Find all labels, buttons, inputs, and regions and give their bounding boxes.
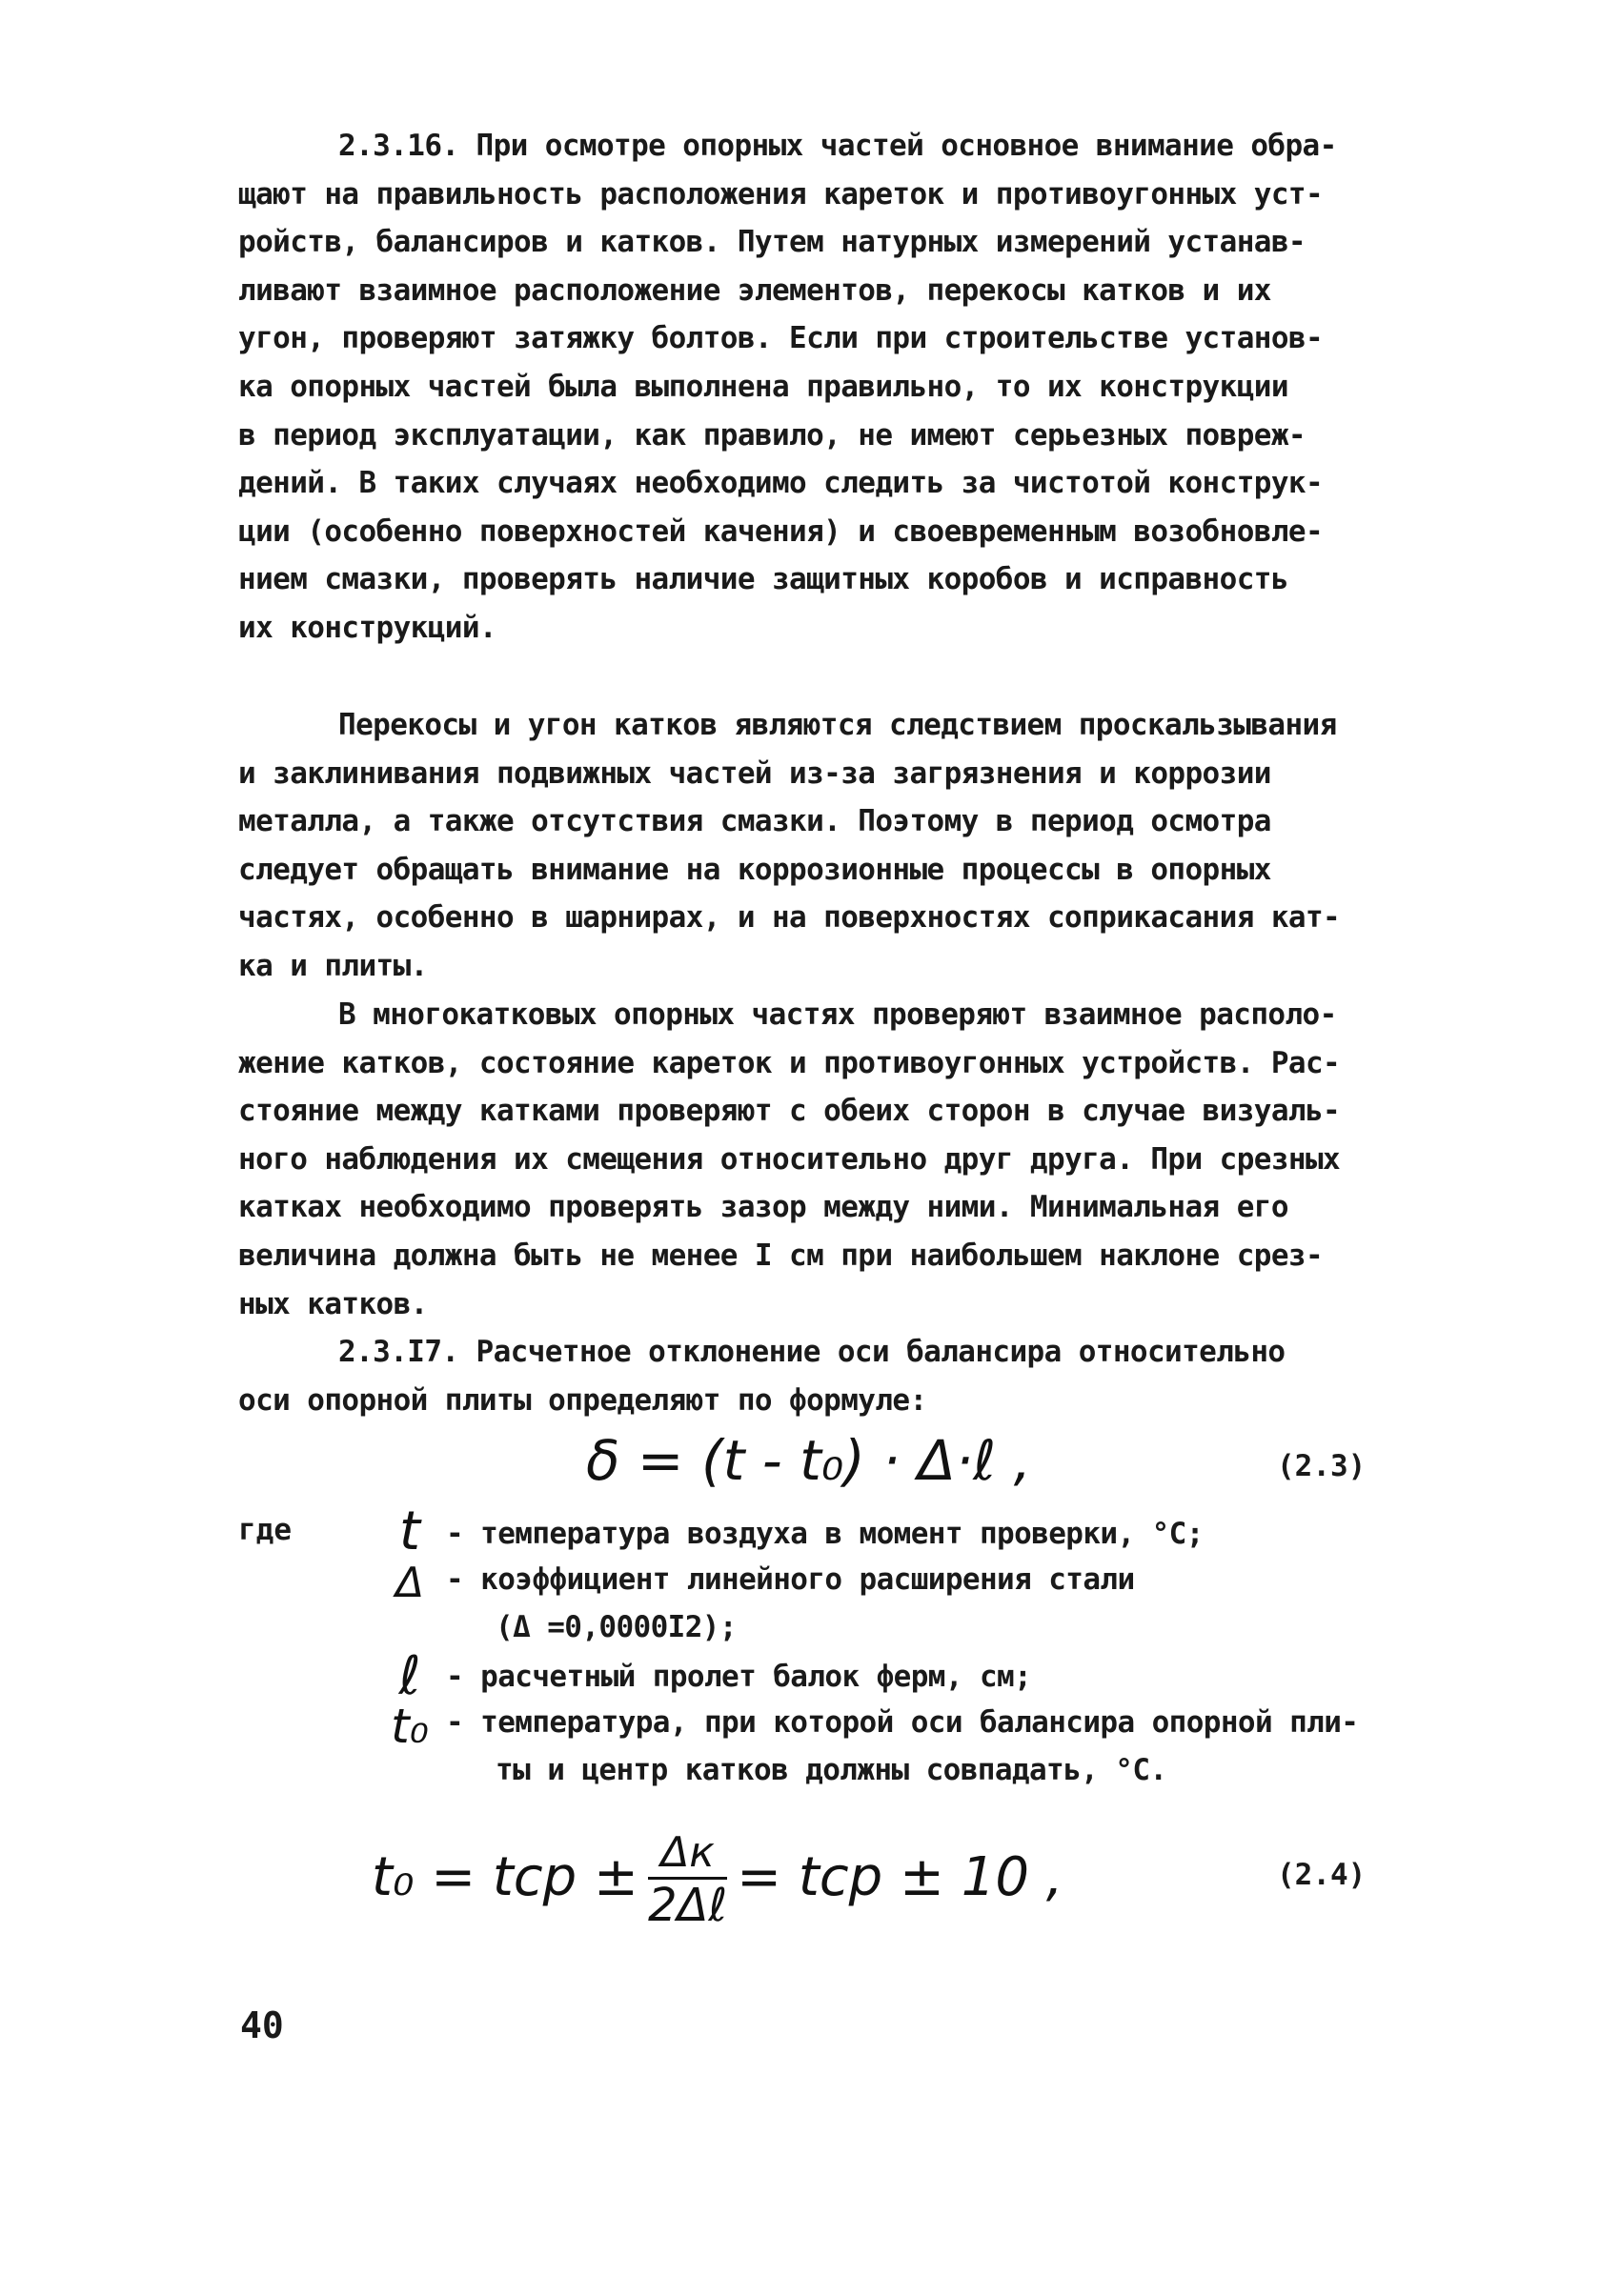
text-line: дений. В таких случаях необходимо следить за чистотой конструк- xyxy=(238,466,1324,501)
paragraph-skew-and-creep xyxy=(238,701,1468,991)
formula-2-4 xyxy=(372,1825,1063,1931)
text-line: нием смазки, проверять наличие защитных коробов и исправность xyxy=(238,562,1288,597)
text-line: величина должна быть не менее I см при наибольшем наклоне срез- xyxy=(238,1238,1324,1273)
text-line: В многокатковых опорных частях проверяют взаимное располо- xyxy=(338,997,1337,1032)
definition-symbol-delta: Δ xyxy=(395,1559,425,1607)
definition-text-t0-cont: ты и центр катков должны совпадать, °С. xyxy=(496,1753,1167,1787)
formula-2-4-left: t₀ = tср ± xyxy=(372,1846,638,1908)
formula-2-4-number: (2.4) xyxy=(1277,1858,1367,1892)
definition-text-t: - температура воздуха в момент проверки, °С; xyxy=(446,1517,1204,1551)
where-label: где xyxy=(238,1513,292,1547)
page-number: 40 xyxy=(240,2004,284,2046)
text-line: 2.3.I7. Расчетное отклонение оси балансира относительно xyxy=(338,1335,1286,1369)
definition-symbol-t: t xyxy=(399,1500,420,1562)
text-line: их конструкций. xyxy=(238,610,496,645)
text-line: ройств, балансиров и катков. Путем натурных измерений устанав- xyxy=(238,225,1306,260)
fraction-denominator: 2Δℓ xyxy=(647,1879,728,1933)
text-line: следует обращать внимание на коррозионные процессы в опорных xyxy=(238,852,1271,887)
definition-text-l: - расчетный пролет балок ферм, см; xyxy=(446,1660,1032,1694)
text-line: стояние между катками проверяют с обеих сторон в случае визуаль- xyxy=(238,1094,1341,1129)
text-line: ливают взаимное расположение элементов, перекосы катков и их xyxy=(238,272,1271,308)
formula-2-3-number: (2.3) xyxy=(1277,1449,1367,1483)
text-line: металла, а также отсутствия смазки. Поэтому в период осмотра xyxy=(238,804,1271,839)
definition-text-delta: - коэффициент линейного расширения стали xyxy=(446,1562,1135,1597)
text-line: ных катков. xyxy=(238,1286,428,1321)
text-line: жение катков, состояние кареток и противоугонных устройств. Рас- xyxy=(238,1045,1341,1080)
text-line: 2.3.16. При осмотре опорных частей основное внимание обра- xyxy=(338,129,1337,163)
text-line: ного наблюдения их смещения относительно друг друга. При срезных xyxy=(238,1141,1341,1177)
formula-2-3: δ = (t - t₀) · Δ·ℓ , xyxy=(586,1428,1032,1493)
text-line: угон, проверяют затяжку болтов. Если при строительстве установ- xyxy=(238,321,1324,356)
text-line: Перекосы и угон катков являются следствием проскальзывания xyxy=(338,708,1337,742)
text-line: ка и плиты. xyxy=(238,948,428,983)
formula-2-4-fraction xyxy=(648,1829,727,1931)
text-line: ка опорных частей была выполнена правильно, то их конструкции xyxy=(238,369,1288,404)
paragraph-multi-roller-bearings xyxy=(238,991,1468,1328)
text-line: в период эксплуатации, как правило, не имеют серьезных повреж- xyxy=(238,417,1306,453)
formula-2-4-right: = tср ± 10 , xyxy=(737,1846,1063,1908)
paragraph-2-3-16 xyxy=(238,122,1468,653)
text-line: оси опорной плиты определяют по формуле: xyxy=(238,1382,927,1418)
text-line: частях, особенно в шарнирах, и на поверхностях соприкасания кат- xyxy=(238,900,1341,936)
text-line: ции (особенно поверхностей качения) и своевременным возобновле- xyxy=(238,514,1324,549)
definition-symbol-l: ℓ xyxy=(398,1645,421,1707)
paragraph-2-3-17 xyxy=(238,1328,1468,1424)
text-line: катках необходимо проверять зазор между ними. Минимальная его xyxy=(238,1190,1288,1225)
fraction-numerator: Δк xyxy=(648,1829,727,1880)
text-line: и заклинивания подвижных частей из-за загрязнения и коррозии xyxy=(238,755,1271,791)
text-line: щают на правильность расположения кареток и противоугонных уст- xyxy=(238,176,1324,211)
definition-text-delta-value: (Δ =0,0000I2); xyxy=(496,1610,737,1644)
definition-text-t0: - температура, при которой оси балансира опорной пли- xyxy=(446,1705,1359,1740)
definition-symbol-t0: t₀ xyxy=(391,1699,429,1754)
